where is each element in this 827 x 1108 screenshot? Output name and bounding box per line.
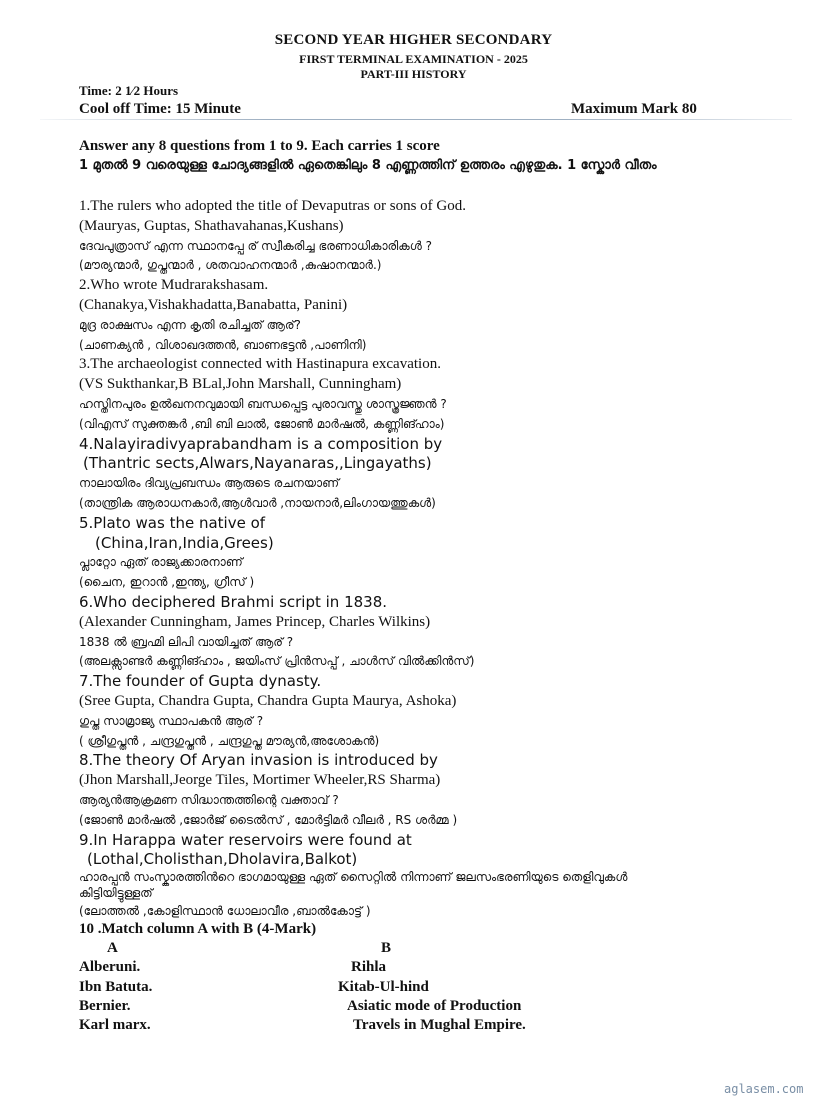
question-1-options-malayalam: (മൗര്യന്മാർ, ഗുപ്തന്മാർ , ശതവാഹനന്മാർ ,കുഷാനന്മാർ.) xyxy=(79,258,382,273)
exam-name: FIRST TERMINAL EXAMINATION - 2025 xyxy=(299,52,528,66)
question-9-options-malayalam: (ലോത്തൽ ,കോളിസ്ഥാൻ ധോലാവീര ,ബാൽകോട്ട് ) xyxy=(79,904,371,919)
match-heading xyxy=(79,920,779,939)
question-6-options: (Alexander Cunningham, James Princep, Charles Wilkins) xyxy=(79,613,431,630)
question-3-malayalam: ഹസ്തിനപുരം ഉൽഖനനവുമായി ബന്ധപ്പെട്ട പുരാവസ്തു ശാസ്ത്രജ്ഞൻ ? xyxy=(79,396,447,411)
match-row-b: Rihla xyxy=(351,959,387,976)
question-2: 2.Who wrote Mudrarakshasam. xyxy=(79,277,269,294)
match-row xyxy=(79,978,779,997)
question-4: 4.Nalayiradivyaprabandham is a composition by xyxy=(79,434,443,453)
exam-time: Time: 2 1⁄2 Hours xyxy=(79,83,179,98)
match-heading-text: 10 .Match column A with B (4-Mark) xyxy=(79,921,317,937)
question-7-malayalam: ഗുപ്ത സാമ്രാജ്യ സ്ഥാപകൻ ആര് ? xyxy=(79,713,264,728)
header-divider xyxy=(40,119,792,120)
question-2-options: (Chanakya,Vishakhadatta,Banabatta, Panini) xyxy=(79,296,348,313)
match-section xyxy=(79,920,779,1035)
question-2-options-malayalam: (ചാണക്യൻ , വിശാഖദത്തൻ, ബാണഭട്ടൻ ,പാണിനി) xyxy=(79,337,367,352)
column-b-label: B xyxy=(381,940,392,957)
question-4-malayalam: നാലായിരം ദിവ്യപ്രബന്ധം ആരുടെ രചനയാണ് xyxy=(79,476,340,491)
match-row-a: Bernier. xyxy=(79,997,131,1014)
question-6-options-malayalam: (അലക്സാണ്ടർ കണ്ണിങ്ഹാം , ജയിംസ് പ്രിൻസപ്പ് , ചാൾസ് വിൽക്കിൻസ്) xyxy=(79,654,475,669)
instruction-english: Answer any 8 questions from 1 to 9. Each carries 1 score xyxy=(79,138,440,154)
question-8-options-malayalam: (ജോൺ മാർഷൽ ,ജോർജ് ടൈൽസ് , മോർട്ടിമർ വീലർ , RS ശർമ്മ ) xyxy=(79,812,458,827)
question-6-malayalam: 1838 ൽ ബ്രഹ്മി ലിപി വായിച്ചത് ആര് ? xyxy=(79,634,294,649)
watermark-link[interactable]: aglasem.com xyxy=(724,1082,804,1096)
question-4-options: (Thantric sects,Alwars,Nayanaras,,Lingayaths) xyxy=(83,454,432,473)
question-2-malayalam: മുദ്ര രാക്ഷസം എന്ന കൃതി രചിച്ചത് ആര്? xyxy=(79,317,301,332)
match-row-b: Kitab-Ul-hind xyxy=(338,978,429,995)
match-row xyxy=(79,1016,779,1035)
question-3-options-malayalam: (വിഎസ് സുക്തങ്കർ ,ബി ബി ലാൽ, ജോൺ മാർഷൽ, കണ്ണിങ്ഹാം) xyxy=(79,416,445,431)
match-row xyxy=(79,997,779,1016)
match-row-a: Alberuni. xyxy=(79,959,141,976)
question-1-options: (Mauryas, Guptas, Shathavahanas,Kushans) xyxy=(79,217,344,234)
question-5: 5.Plato was the native of xyxy=(79,513,266,532)
question-8-malayalam: ആര്യൻആക്രമണ സിദ്ധാന്തത്തിന്റെ വക്താവ് ? xyxy=(79,792,339,807)
question-8-options: (Jhon Marshall,Jeorge Tiles, Mortimer Wheeler,RS Sharma) xyxy=(79,772,441,789)
question-5-malayalam: പ്ലാറ്റോ ഏത് രാജ്യക്കാരനാണ് xyxy=(79,555,243,570)
instruction-malayalam: 1 മുതൽ 9 വരെയുള്ള ചോദ്യങ്ങളിൽ ഏതെങ്കിലും 8 എണ്ണത്തിന് ഉത്തരം എഴുതുക. 1 സ്കോർ വീതം xyxy=(79,158,657,173)
question-4-options-malayalam: (താന്ത്രിക ആരാധനകാർ,ആൾവാർ ,നായനാർ,ലിംഗായത്തുകൾ) xyxy=(79,495,436,510)
exam-part: PART-III HISTORY xyxy=(360,67,467,81)
maximum-mark: Maximum Mark 80 xyxy=(571,101,697,117)
question-7-options-malayalam: ( ശ്രീഗുപ്തൻ , ചന്ദ്രഗുപ്തൻ , ചന്ദ്രഗുപ്ത മൗര്യൻ,അശോകൻ) xyxy=(79,733,380,748)
question-9-malayalam: ഹാരപ്പൻ സംസ്കാരത്തിൻറെ ഭാഗമായുള്ള ഏത് സൈറ്റിൽ നിന്നാണ് ജലസംഭരണിയുടെ തെളിവുകൾ xyxy=(79,870,628,885)
question-3-options: (VS Sukthankar,B BLal,John Marshall, Cunningham) xyxy=(79,376,402,393)
match-row-b: Asiatic mode of Production xyxy=(347,997,522,1014)
cool-off-time: Cool off Time: 15 Minute xyxy=(79,101,241,117)
question-9: 9.In Harappa water reservoirs were found at xyxy=(79,830,412,849)
question-5-options: (China,Iran,India,Grees) xyxy=(95,533,274,552)
exam-title: SECOND YEAR HIGHER SECONDARY xyxy=(274,32,553,48)
question-9-options: (Lothal,Cholisthan,Dholavira,Balkot) xyxy=(87,850,358,869)
question-7-options: (Sree Gupta, Chandra Gupta, Chandra Gupta Maurya, Ashoka) xyxy=(79,692,457,709)
match-row xyxy=(79,958,779,977)
question-6: 6.Who deciphered Brahmi script in 1838. xyxy=(79,592,388,611)
match-row-b: Travels in Mughal Empire. xyxy=(353,1016,526,1033)
question-7: 7.The founder of Gupta dynasty. xyxy=(79,672,322,691)
column-a-label: A xyxy=(107,940,118,957)
question-1-malayalam: ദേവപുത്രാസ് എന്ന സ്ഥാനപ്പേ ര് സ്വീകരിച്ച ഭരണാധികാരികൾ ? xyxy=(79,238,432,253)
match-row-a: Ibn Batuta. xyxy=(79,978,153,995)
question-5-options-malayalam: (ചൈന, ഇറാൻ ,ഇന്ത്യ, ഗ്രീസ് ) xyxy=(79,575,255,590)
match-row-a: Karl marx. xyxy=(79,1016,151,1033)
question-list xyxy=(79,197,779,922)
question-3: 3.The archaeologist connected with Hastinapura excavation. xyxy=(79,356,441,373)
match-column-headers xyxy=(79,939,779,958)
question-9-malayalam-continued: കിട്ടിയിട്ടുള്ളത് xyxy=(79,886,153,901)
question-1: 1.The rulers who adopted the title of Devaputras or sons of God. xyxy=(79,198,466,214)
question-8: 8.The theory Of Aryan invasion is introduced by xyxy=(79,751,438,770)
